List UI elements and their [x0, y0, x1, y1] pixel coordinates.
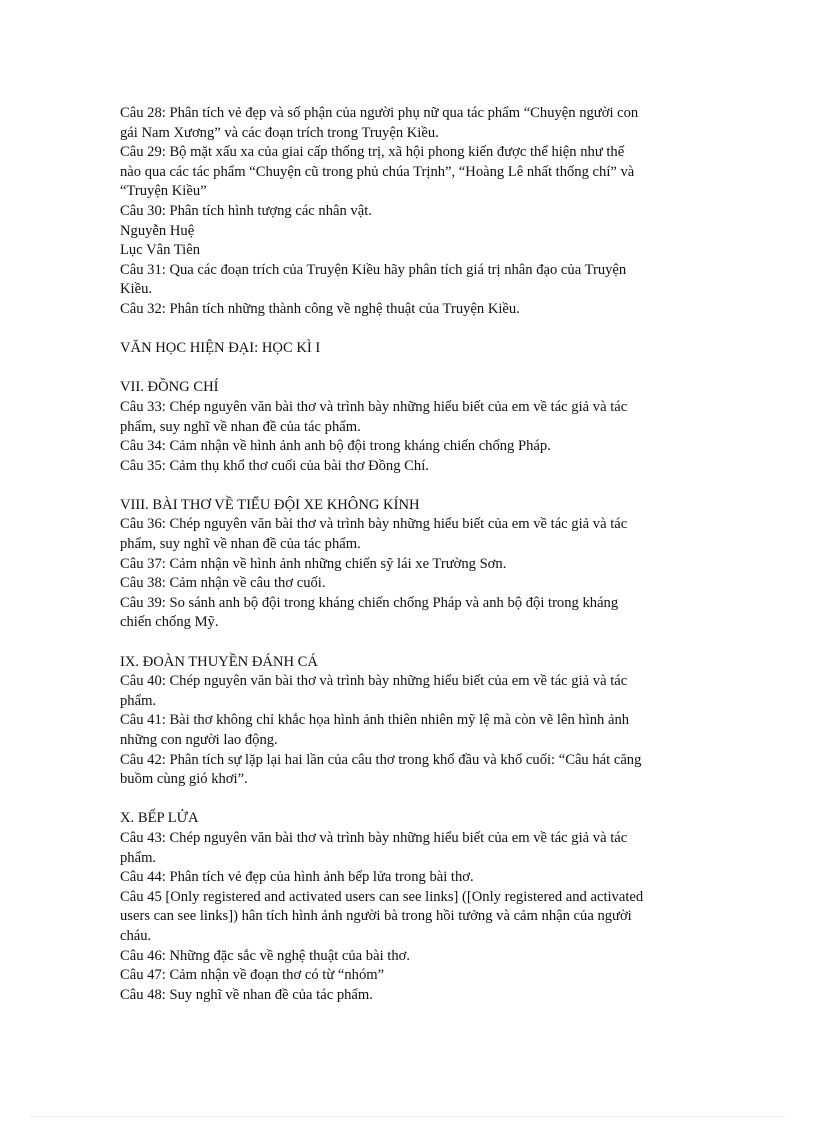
paragraph-gap	[120, 633, 695, 653]
question-42-line-2: buồm cùng gió khơi”.	[120, 771, 248, 788]
question-47-line: Câu 47: Cảm nhận về đoạn thơ có từ “nhóm”	[120, 967, 385, 984]
question-39-line-2: chiến chống Mỹ.	[120, 614, 219, 631]
question-31-line-1: Câu 31: Qua các đoạn trích của Truyện Kiều hãy phân tích giá trị nhân đạo của Truyện	[120, 261, 627, 278]
question-48-line: Câu 48: Suy nghĩ về nhan đề của tác phẩm.	[120, 986, 373, 1003]
paragraph-gap	[120, 359, 695, 379]
question-45-line-2: users can see links]) hân tích hình ảnh người bà trong hồi tưởng và cảm nhận của người	[120, 908, 632, 925]
section-heading-modern-literature: VĂN HỌC HIỆN ĐẠI: HỌC KÌ I	[120, 340, 321, 357]
section-heading-doan-thuyen: IX. ĐOÀN THUYỀN ĐÁNH CÁ	[120, 653, 318, 670]
question-40-line-1: Câu 40: Chép nguyên văn bài thơ và trình bày những hiểu biết của em về tác giả và tác	[120, 673, 628, 690]
section-heading-dong-chi: VII. ĐỒNG CHÍ	[120, 379, 219, 396]
page-bottom-divider	[30, 1116, 786, 1117]
question-43-line-2: phẩm.	[120, 849, 157, 866]
question-34-line: Câu 34: Cảm nhận về hình ảnh anh bộ đội trong kháng chiến chống Pháp.	[120, 438, 551, 455]
question-46-line: Câu 46: Những đặc sắc về nghệ thuật của bài thơ.	[120, 947, 410, 964]
question-42-line-1: Câu 42: Phân tích sự lặp lại hai lần của câu thơ trong khổ đầu và khổ cuối: “Câu hát căng	[120, 751, 642, 768]
question-41-line-2: những con người lao động.	[120, 732, 278, 748]
paragraph-gap	[120, 320, 695, 340]
section-heading-bep-lua: X. BẾP LỬA	[120, 810, 199, 827]
question-35-line: Câu 35: Cảm thụ khổ thơ cuối của bài thơ Đồng Chí.	[120, 457, 429, 474]
question-37-line: Câu 37: Cảm nhận về hình ảnh những chiến sỹ lái xe Trường Sơn.	[120, 555, 507, 572]
question-36-line-1: Câu 36: Chép nguyên văn bài thơ và trình bày những hiểu biết của em về tác giả và tác	[120, 516, 628, 533]
question-28-line-1: Câu 28: Phân tích vẻ đẹp và số phận của người phụ nữ qua tác phẩm “Chuyện người con	[120, 105, 639, 121]
question-40-line-2: phẩm.	[120, 692, 157, 709]
question-32-line: Câu 32: Phân tích những thành công về nghệ thuật của Truyện Kiều.	[120, 300, 520, 317]
question-33-line-1: Câu 33: Chép nguyên văn bài thơ và trình bày những hiểu biết của em về tác giả và tác	[120, 398, 628, 415]
document-page	[120, 104, 695, 1005]
character-nguyen-hue: Nguyễn Huệ	[120, 222, 195, 239]
question-28-line-2: gái Nam Xương” và các đoạn trích trong Truyện Kiều.	[120, 124, 439, 141]
question-39-line-1: Câu 39: So sánh anh bộ đội trong kháng chiến chống Pháp và anh bộ đội trong kháng	[120, 594, 619, 611]
question-45-line-1: Câu 45 [Only registered and activated users can see links] ([Only registered and activated	[120, 888, 644, 905]
question-31-line-2: Kiều.	[120, 281, 153, 298]
question-29-line-1: Câu 29: Bộ mặt xấu xa của giai cấp thống trị, xã hội phong kiến được thể hiện như thế	[120, 144, 625, 161]
paragraph-gap	[120, 790, 695, 810]
question-29-line-3: “Truyện Kiều”	[120, 183, 207, 200]
paragraph-gap	[120, 476, 695, 496]
question-41-line-1: Câu 41: Bài thơ không chỉ khắc họa hình ảnh thiên nhiên mỹ lệ mà còn vẽ lên hình ảnh	[120, 712, 630, 729]
section-heading-tieu-doi-xe: VIII. BÀI THƠ VỀ TIỂU ĐỘI XE KHÔNG KÍNH	[120, 496, 420, 513]
question-38-line: Câu 38: Cảm nhận về câu thơ cuối.	[120, 575, 326, 592]
question-29-line-2: nào qua các tác phẩm “Chuyện cũ trong phủ chúa Trịnh”, “Hoàng Lê nhất thống chí” và	[120, 163, 635, 180]
question-44-line: Câu 44: Phân tích vẻ đẹp của hình ảnh bếp lửa trong bài thơ.	[120, 869, 474, 886]
question-33-line-2: phẩm, suy nghĩ về nhan đề của tác phẩm.	[120, 418, 361, 435]
question-43-line-1: Câu 43: Chép nguyên văn bài thơ và trình bày những hiểu biết của em về tác giả và tác	[120, 829, 628, 846]
question-45-line-3: cháu.	[120, 927, 152, 944]
question-30-line: Câu 30: Phân tích hình tượng các nhân vật.	[120, 202, 372, 219]
question-36-line-2: phẩm, suy nghĩ về nhan đề của tác phẩm.	[120, 536, 361, 553]
character-luc-van-tien: Lục Vân Tiên	[120, 242, 201, 259]
